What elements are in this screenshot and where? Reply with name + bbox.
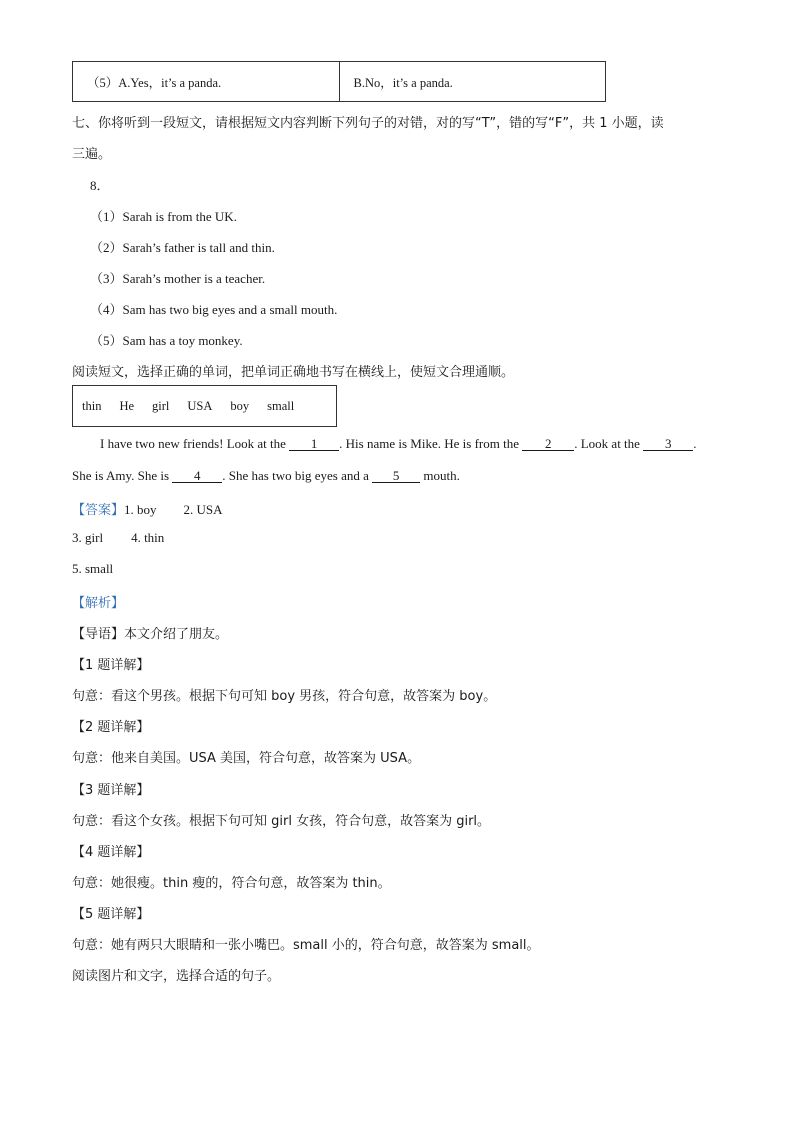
- answer-line1: [72, 499, 223, 518]
- detail-3-text: 句意：看这个女孩。根据下句可知 girl 女孩，符合句意，故答案为 girl。: [72, 814, 491, 829]
- answer-line2: [72, 530, 164, 546]
- statement-1: （1）Sarah is from the UK.: [90, 209, 237, 224]
- passage-text-4: .: [693, 436, 697, 451]
- passage-line2: [72, 468, 460, 484]
- section7-instruction-line2: 三遍。: [72, 147, 112, 162]
- statement-5: （5）Sam has a toy monkey.: [90, 333, 243, 348]
- word-boy: boy: [230, 398, 250, 413]
- reading-instruction: 阅读短文，选择正确的单词，把单词正确地书写在横线上，使短文合理通顺。: [72, 365, 515, 380]
- blank-5: 5: [372, 469, 420, 483]
- options-table: [72, 61, 606, 102]
- passage-text-2: . His name is Mike. He is from the: [339, 436, 523, 451]
- detail-1-text: 句意：看这个男孩。根据下句可知 boy 男孩，符合句意，故答案为 boy。: [72, 689, 497, 704]
- statement-3: （3）Sarah’s mother is a teacher.: [90, 271, 266, 286]
- option-b: B.No，it’s a panda.: [339, 62, 606, 101]
- word-girl: girl: [152, 398, 170, 413]
- detail-3-heading: 【3 题详解】: [72, 783, 150, 798]
- detail-4-text: 句意：她很瘦。thin 瘦的，符合句意，故答案为 thin。: [72, 876, 391, 891]
- option-a: （5）A.Yes，it’s a panda.: [87, 75, 222, 90]
- passage-text-3: . Look at the: [574, 436, 644, 451]
- detail-2-text: 句意：他来自美国。USA 美国，符合句意，故答案为 USA。: [72, 751, 421, 766]
- detail-2-heading: 【2 题详解】: [72, 720, 150, 735]
- detail-4-heading: 【4 题详解】: [72, 845, 150, 860]
- analysis-guide: 【导语】本文介绍了朋友。: [72, 627, 229, 642]
- detail-5-text: 句意：她有两只大眼睛和一张小嘴巴。small 小的，符合句意，故答案为 small。: [72, 938, 540, 953]
- passage-line1: [100, 436, 696, 452]
- statement-2: （2）Sarah’s father is tall and thin.: [90, 240, 275, 255]
- blank-4: 4: [172, 469, 222, 483]
- detail-5-heading: 【5 题详解】: [72, 907, 150, 922]
- statement-4: （4）Sam has two big eyes and a small mouth.: [90, 302, 338, 317]
- passage-text-7: mouth.: [420, 468, 460, 483]
- word-bank: [72, 385, 337, 427]
- blank-3: 3: [643, 437, 693, 451]
- answer-5: 5. small: [72, 561, 114, 576]
- section7-instruction-line1: 七、你将听到一段短文，请根据短文内容判断下列句子的对错，对的写“T”，错的写“F”，共 1 小题，读: [72, 116, 664, 131]
- passage-text-1: I have two new friends! Look at the: [100, 436, 290, 451]
- word-thin: thin: [82, 398, 102, 413]
- answer-4: 4. thin: [131, 530, 165, 545]
- answer-label: 【答案】: [72, 503, 125, 518]
- answer-1: 1. boy: [124, 502, 157, 517]
- passage-text-6: . She has two big eyes and a: [222, 468, 373, 483]
- blank-2: 2: [522, 437, 574, 451]
- question-number: 8．: [90, 178, 110, 193]
- word-small: small: [267, 398, 295, 413]
- passage-text-5: She is Amy. She is: [72, 468, 173, 483]
- answer-2: 2. USA: [183, 502, 223, 517]
- blank-1: 1: [289, 437, 339, 451]
- analysis-label: 【解析】: [72, 596, 125, 611]
- word-usa: USA: [187, 398, 213, 413]
- answer-3: 3. girl: [72, 530, 104, 545]
- word-he: He: [119, 398, 135, 413]
- detail-1-heading: 【1 题详解】: [72, 658, 150, 673]
- next-instruction: 阅读图片和文字，选择合适的句子。: [72, 969, 281, 984]
